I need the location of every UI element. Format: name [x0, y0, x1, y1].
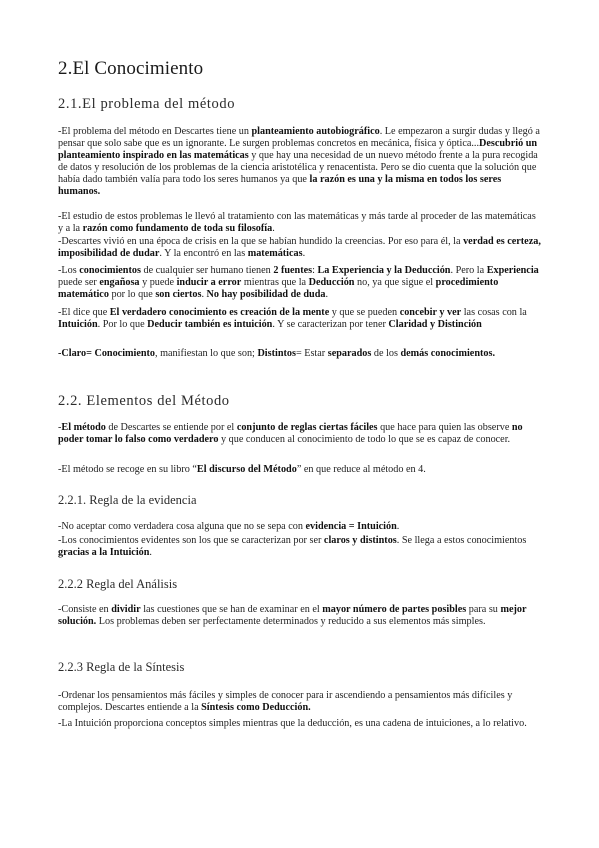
text: . Y se caracterizan por tener [272, 319, 389, 331]
text: . Se llega a estos conocimientos [396, 535, 527, 546]
text: . Y la encontró en las [159, 248, 248, 260]
text: - [58, 422, 62, 433]
bold-text: Síntesis como Deducción. [201, 702, 311, 714]
bold-text: El discurso del Método [196, 464, 297, 475]
bold-text: separados [327, 348, 372, 359]
section-heading-2-2: 2.2. Elementos del Método [58, 393, 230, 409]
text: -No aceptar como verdadera cosa alguna que no se sepa con [58, 521, 306, 532]
text: . Le empezaron a surgir dudas y llegó a pensar que solo sabe que es un ignorante. Le surgen problemas concretos en mecánica, física y óptica... [58, 126, 540, 150]
text: mientras que la [241, 277, 309, 289]
text: . [396, 521, 400, 532]
paragraph [58, 211, 542, 235]
text: . [325, 289, 329, 301]
bold-text: engañosa [99, 277, 140, 289]
paragraph [58, 126, 542, 199]
bold-text: conocimientos [79, 265, 141, 276]
paragraph [58, 422, 542, 446]
bold-text: concebir y ver [399, 307, 462, 318]
bold-text: procedimiento matemático [58, 277, 499, 301]
paragraph [58, 307, 542, 331]
text: por lo que [108, 289, 156, 301]
paragraph [58, 535, 542, 559]
text: que hace para quien las observe [377, 422, 512, 433]
bold-text: son ciertos [155, 289, 202, 301]
text: y puede [139, 277, 177, 289]
paragraph [58, 690, 542, 714]
bold-text: No hay posibilidad de duda [206, 289, 326, 301]
bold-text: Descubrió un planteamiento inspirado en las matemáticas [58, 138, 538, 162]
section-heading-2-2-1: 2.2.1. Regla de la evidencia [58, 493, 197, 507]
text: las cosas con la [461, 307, 527, 318]
bold-text: la razón es una y la misma en todos los seres humanos. [58, 174, 502, 198]
paragraph [58, 464, 542, 476]
section-heading-2-2-2: 2.2.2 Regla del Análisis [58, 577, 178, 591]
text: = Estar [295, 348, 328, 359]
text: de cualquier ser humano tienen [140, 265, 274, 276]
text: las cuestiones que se han de examinar en el [140, 604, 323, 615]
bold-text: Distintos [257, 348, 296, 359]
bold-text: 2 fuentes [273, 265, 313, 276]
text: no, ya que sigue el [354, 277, 436, 289]
bold-text: Deducción [308, 277, 355, 289]
text: . Por lo que [97, 319, 148, 331]
paragraph [58, 348, 542, 360]
text: -El estudio de estos problemas le llevó al tratamiento con las matemáticas y más tarde al proceder de las matemáticas y a la [58, 211, 536, 235]
text: Los problemas deben ser perfectamente determinados y reducido a sus elementos más simples. [96, 616, 486, 628]
bold-text: Deducir también es intuición [147, 319, 273, 331]
paragraph [58, 236, 542, 260]
bold-text: evidencia = Intuición [305, 521, 397, 532]
bold-text: demás conocimientos. [400, 348, 495, 359]
paragraph [58, 265, 542, 301]
section-heading-2-2-3: 2.2.3 Regla de la Síntesis [58, 660, 185, 674]
bold-text: mayor número de partes posibles [322, 604, 467, 615]
text: -Consiste en [58, 604, 112, 615]
text: . [272, 223, 275, 235]
text: ” en que reduce al método en 4. [296, 464, 426, 475]
text: -El problema del método en Descartes tiene un [58, 126, 252, 137]
bold-text: La Experiencia y la Deducción [317, 265, 451, 276]
bold-text: Claridad y Distinción [388, 319, 482, 331]
paragraph [58, 604, 542, 628]
text: -Los conocimientos evidentes son los que se caracterizan por ser [58, 535, 324, 546]
bold-text: razón como fundamento de toda su filosofía [82, 223, 273, 235]
text: . [302, 248, 306, 260]
text: -Los [58, 265, 80, 276]
bold-text: claros y distintos [323, 535, 397, 546]
bold-text: verdad es certeza, imposibilidad de dudar [58, 236, 541, 260]
text: -Descartes vivió en una época de crisis en la que se habían hundido la creencias. Por eso para él, la [58, 236, 464, 247]
text: de Descartes se entiende por el [105, 422, 237, 433]
page-title: 2.El Conocimiento [58, 58, 204, 79]
text: de los [371, 348, 401, 359]
bold-text: Experiencia [486, 265, 539, 276]
bold-text: planteamiento autobiográfico [251, 126, 380, 137]
bold-text: matemáticas [247, 248, 303, 260]
section-heading-2-1: 2.1.El problema del método [58, 96, 236, 112]
bold-text: dividir [111, 604, 141, 615]
bold-text: inducir a error [176, 277, 242, 289]
text: : [312, 265, 318, 276]
paragraph [58, 718, 542, 730]
text: y que se pueden [329, 307, 400, 318]
text: . Pero la [450, 265, 487, 276]
text: . [149, 547, 152, 559]
bold-text: mejor solución. [58, 604, 527, 628]
text: para su [466, 604, 501, 615]
bold-text: gracias a la Intuición [58, 547, 150, 559]
text: -Ordenar los pensamientos más fáciles y simples de conocer para ir ascendiendo a pensamientos más difíciles y complejos. Descartes entiende a la [58, 690, 513, 714]
bold-text: El método [61, 422, 106, 433]
text: . [201, 289, 207, 301]
text: y que conducen al conocimiento de todo lo que se es capaz de conocer. [218, 434, 511, 446]
text: -La Intuición proporciona conceptos simples mientras que la deducción, es una cadena de intuiciones, a lo relativo. [58, 718, 527, 729]
bold-text: conjunto de reglas ciertas fáciles [236, 422, 378, 433]
text: puede ser [58, 277, 100, 289]
paragraph [58, 521, 542, 533]
text: , manifiestan lo que son; [155, 348, 258, 359]
text: y que hay una necesidad de un nuevo método frente a la pura recogida de datos y resolución de los problemas de la ciencia aristotélica y renacentista. Pero se dio cuenta que la solución que había dado también valía para todo los seres humanos ya que [58, 150, 538, 186]
text: -El dice que [58, 307, 110, 318]
bold-text: El verdadero conocimiento es creación de la mente [109, 307, 330, 318]
text: -El método se recoge en su libro “ [58, 464, 197, 475]
bold-text: Intuición [58, 319, 98, 331]
bold-text: -Claro= Conocimiento [58, 348, 156, 359]
bold-text: no poder tomar lo falso como verdadero [58, 422, 523, 446]
